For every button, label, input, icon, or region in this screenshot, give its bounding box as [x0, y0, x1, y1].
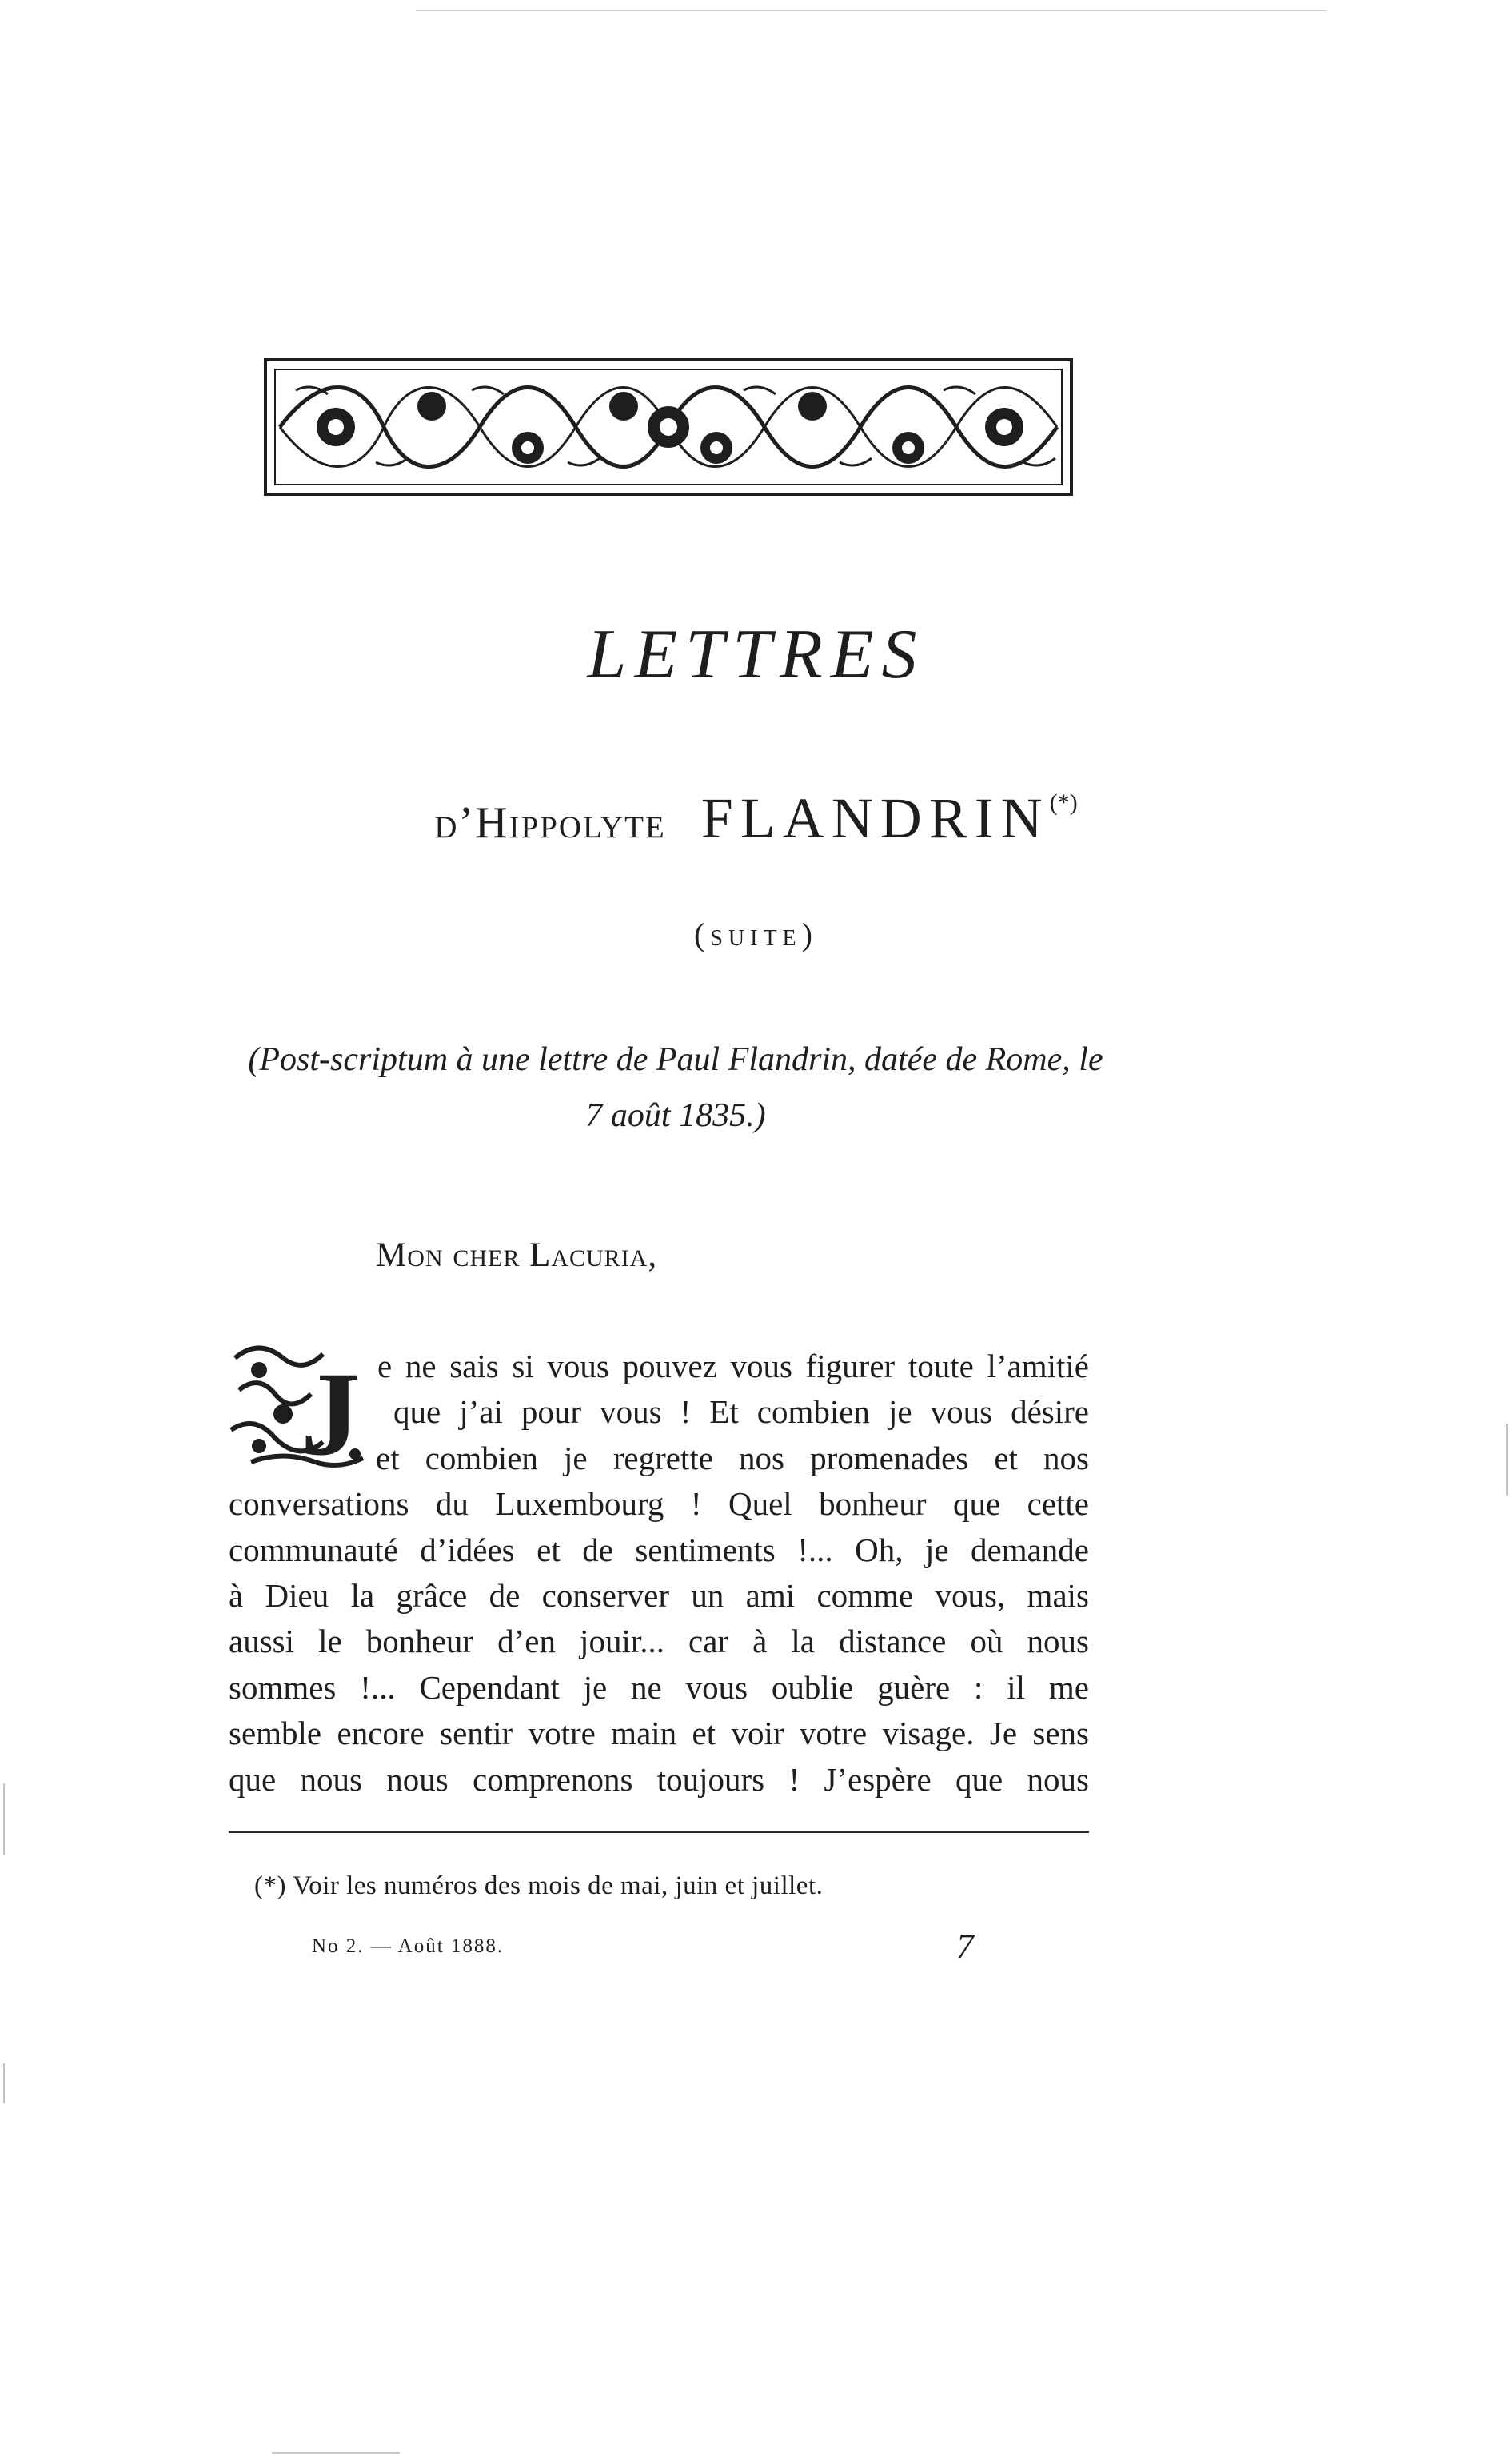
author-line: [0, 785, 1512, 852]
body-line: semble encore sentir votre main et voir votre visage. Je sens: [229, 1715, 1089, 1752]
footnote-divider: [229, 1831, 1089, 1833]
author-name: FLANDRIN: [700, 786, 1050, 850]
scan-artifact-right-edge: [1506, 1424, 1508, 1496]
postscript-line-2: 7 août 1835.): [585, 1097, 766, 1134]
body-line: conversations du Luxembourg ! Quel bonheur que cette: [229, 1485, 1089, 1523]
author-prefix: d’Hippolyte: [434, 798, 666, 848]
body-line: e ne sais si vous pouvez vous figurer toute l’amitié: [377, 1348, 1089, 1384]
body-line: que nous nous comprenons toujours ! J’espère que nous: [229, 1760, 1089, 1798]
headpiece-ornament-icon: [264, 358, 1073, 496]
dropcap-letter: J: [301, 1348, 361, 1478]
scan-artifact-top: [416, 10, 1327, 11]
body-line: que j’ai pour vous ! Et combien je vous désire: [393, 1393, 1089, 1431]
author-note-marker: (*): [1049, 789, 1078, 816]
letter-body: [229, 1344, 1089, 1803]
body-line: communauté d’idées et de sentiments !... Oh, je demande: [229, 1531, 1089, 1568]
salutation: Mon cher Lacuria,: [376, 1236, 658, 1274]
footnote: (*) Voir les numéros des mois de mai, juin et juillet.: [254, 1871, 824, 1900]
postscript-heading: [232, 1032, 1119, 1144]
postscript-line-1: (Post-scriptum à une lettre de Paul Flandrin, datée de Rome, le: [248, 1041, 1103, 1078]
body-line: sommes !... Cependant je ne vous oublie guère : il me: [229, 1668, 1089, 1706]
body-line: et combien je regrette nos promenades et nos: [376, 1439, 1089, 1476]
scan-artifact-bottom: [272, 2452, 400, 2454]
body-line: aussi le bonheur d’en jouir... car à la distance où nous: [229, 1623, 1089, 1660]
subtitle: (suite): [694, 917, 818, 952]
issue-signature: No 2. — Août 1888.: [312, 1935, 505, 1957]
page-title: LETTRES: [587, 616, 925, 693]
page-number: 7: [956, 1927, 974, 1966]
scan-artifact-left-edge-2: [3, 2063, 5, 2103]
body-line: à Dieu la grâce de conserver un ami comme vous, mais: [229, 1576, 1089, 1614]
scan-artifact-left-edge: [3, 1783, 5, 1855]
